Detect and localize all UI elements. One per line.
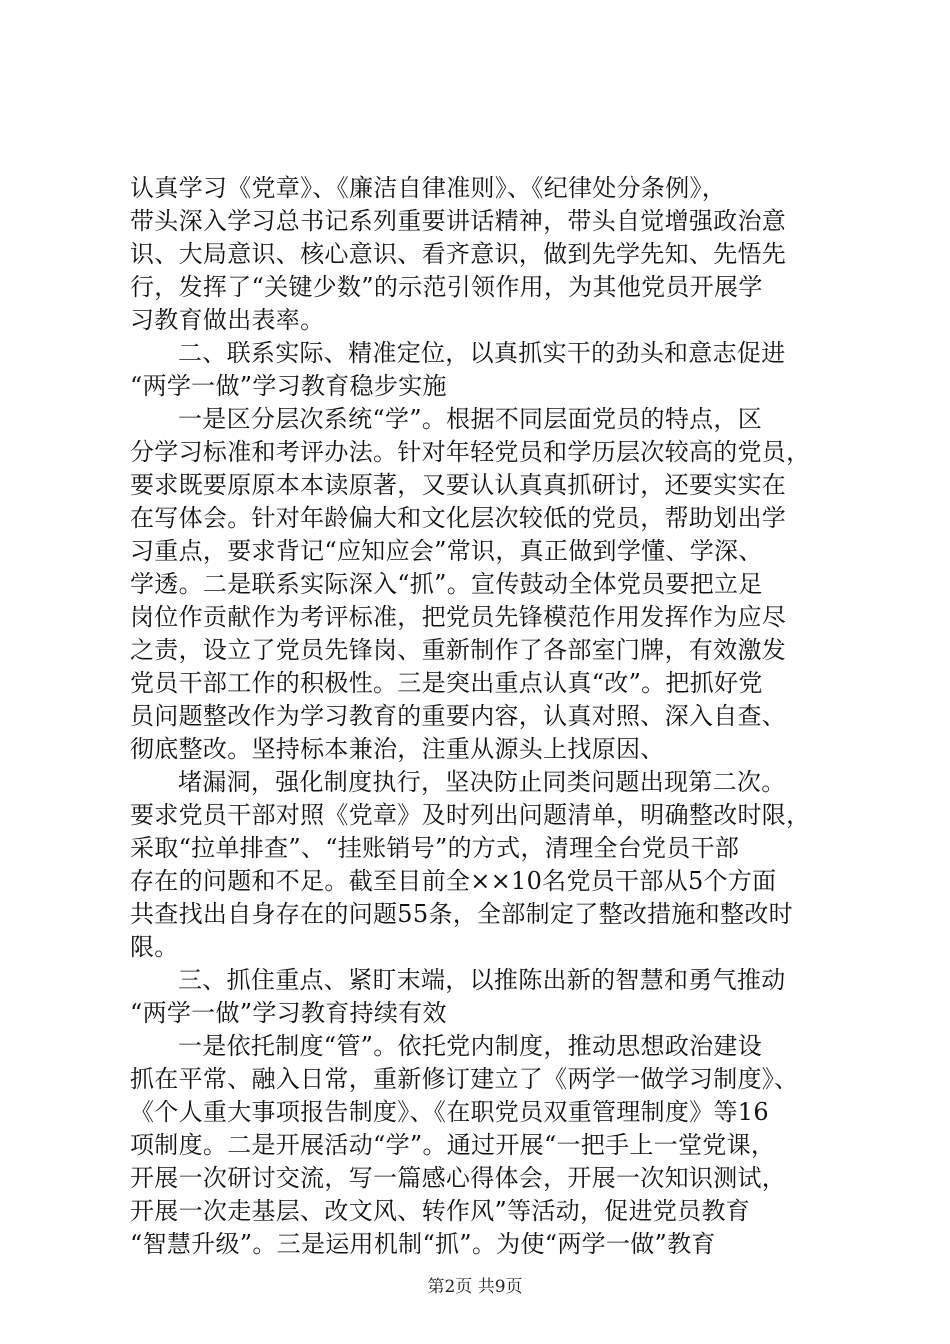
text-line: 存在的问题和不足。截至目前全××10名党员干部从5个方面	[130, 867, 777, 895]
text-line: 开展一次走基层、改文风、转作风”等活动，促进党员教育	[130, 1197, 751, 1225]
paragraph-first-line: 一是区分层次系统“学”。根据不同层面党员的特点，区	[178, 405, 763, 433]
text-line: 《个人重大事项报告制度》、《在职党员双重管理制度》等16	[130, 1098, 769, 1126]
text-line: 要求既要原原本本读原著，又要认认真真抓研讨，还要实实在	[130, 471, 787, 499]
text-line: 共查找出自身存在的问题55条，全部制定了整改措施和整改时	[130, 900, 793, 928]
text-line: 分学习标准和考评办法。针对年轻党员和学历层次较高的党员，	[130, 438, 811, 466]
page-number-footer: 第2页 共9页	[427, 1277, 523, 1297]
text-line: 习重点，要求背记“应知应会”常识，真正做到学懂、学深、	[130, 537, 763, 565]
text-line: 岗位作贡献作为考评标准，把党员先锋模范作用发挥作为应尽	[130, 603, 787, 631]
text-line: 开展一次研讨交流，写一篇感心得体会，开展一次知识测试，	[130, 1164, 787, 1192]
text-line: “智慧升级”。三是运用机制“抓”。为使“两学一做”教育	[130, 1230, 716, 1258]
text-line: 抓在平常、融入日常，重新修订建立了《两学一做学习制度》、	[130, 1065, 799, 1093]
paragraph-first-line: 堵漏洞，强化制度执行，坚决防止同类问题出现第二次。	[178, 768, 786, 796]
text-line: 采取“拉单排查”、“挂账销号”的方式，清理全台党员干部	[130, 834, 740, 862]
text-line: 带头深入学习总书记系列重要讲话精神，带头自觉增强政治意	[130, 207, 787, 235]
text-line: 彻底整改。坚持标本兼治，注重从源头上找原因、	[130, 735, 665, 763]
text-line: 员问题整改作为学习教育的重要内容，认真对照、深入自查、	[130, 702, 787, 730]
text-line: 行，发挥了“关键少数”的示范引领作用，为其他党员开展学	[130, 273, 763, 301]
section-heading-line: 三、抓住重点、紧盯末端，以推陈出新的智慧和勇气推动	[178, 966, 786, 994]
text-line: 要求党员干部对照《党章》及时列出问题清单，明确整改时限，	[130, 801, 811, 829]
section-heading-line: “两学一做”学习教育稳步实施	[130, 372, 447, 400]
text-line: 习教育做出表率。	[130, 306, 325, 334]
text-line: 在写体会。针对年龄偏大和文化层次较低的党员，帮助划出学	[130, 504, 787, 532]
text-line: 党员干部工作的积极性。三是突出重点认真“改”。把抓好党	[130, 669, 763, 697]
text-line: 认真学习《党章》、《廉洁自律准则》、《纪律处分条例》，	[130, 174, 727, 202]
text-line: 学透。二是联系实际深入“抓”。宣传鼓动全体党员要把立足	[130, 570, 763, 598]
document-body	[130, 172, 840, 1261]
section-heading-line: “两学一做”学习教育持续有效	[130, 999, 447, 1027]
text-line: 项制度。二是开展活动“学”。通过开展“一把手上一堂党课，	[130, 1131, 776, 1159]
paragraph-first-line: 一是依托制度“管”。依托党内制度，推动思想政治建设	[178, 1032, 763, 1060]
text-line: 之责，设立了党员先锋岗、重新制作了各部室门牌，有效激发	[130, 636, 787, 664]
section-heading-line: 二、联系实际、精准定位，以真抓实干的劲头和意志促进	[178, 339, 786, 367]
text-line: 识、大局意识、核心意识、看齐意识，做到先学先知、先悟先	[130, 240, 787, 268]
text-line: 限。	[130, 933, 179, 961]
